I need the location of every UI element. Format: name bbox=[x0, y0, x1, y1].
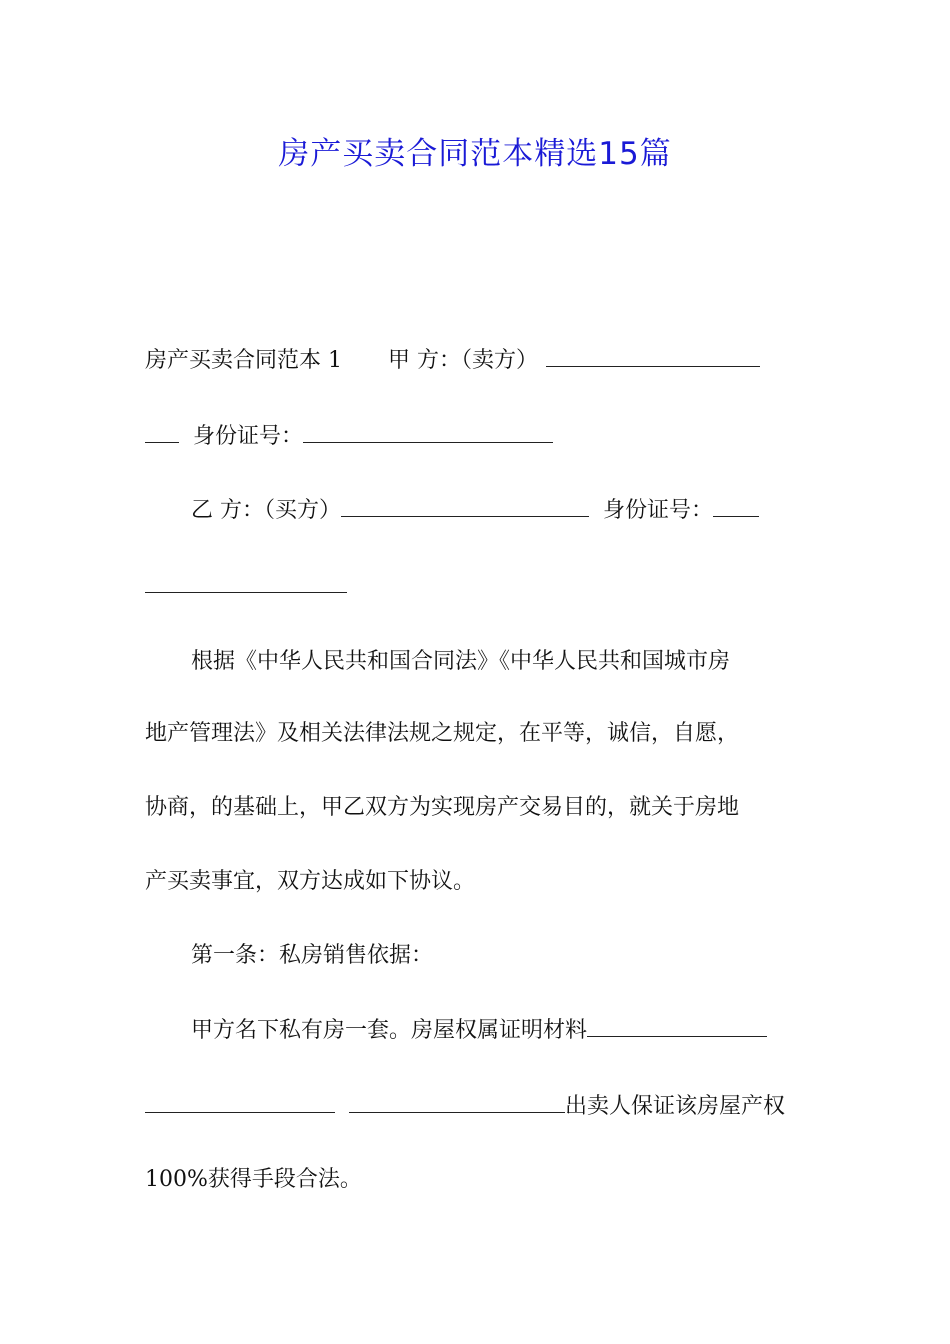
party-a-id-line bbox=[145, 420, 810, 452]
article-heading bbox=[145, 940, 810, 972]
party-b-name-blank[interactable] bbox=[341, 494, 589, 517]
article-1-title: 第一条：私房销售依据： bbox=[191, 943, 434, 968]
party-a-name-blank-cont[interactable] bbox=[145, 420, 179, 443]
paragraph-line bbox=[145, 792, 810, 824]
party-b-id-blank[interactable] bbox=[713, 494, 759, 517]
property-proof-blank[interactable] bbox=[587, 1014, 767, 1037]
paragraph-text: 协商，的基础上，甲乙双方为实现房产交易目的，就关于房地 bbox=[145, 795, 740, 820]
party-a-id-blank[interactable] bbox=[303, 420, 553, 443]
article-1-text: 出卖人保证该房屋产权 bbox=[565, 1094, 786, 1119]
party-a-id-label: 身份证号： bbox=[193, 424, 304, 449]
paragraph-text: 根据《中华人民共和国合同法》《中华人民共和国城市房 bbox=[191, 649, 731, 674]
property-proof-blank-2[interactable] bbox=[145, 1090, 335, 1113]
document-title: 房产买卖合同范本精选15篇 bbox=[278, 136, 672, 172]
article-line bbox=[145, 1090, 810, 1122]
party-b-id-label: 身份证号： bbox=[603, 498, 714, 523]
party-b-id-line bbox=[145, 570, 810, 602]
article-1-text: 100%获得手段合法。 bbox=[145, 1167, 362, 1192]
paragraph-line bbox=[145, 718, 810, 750]
paragraph-line bbox=[145, 866, 810, 898]
party-b-line bbox=[145, 494, 810, 526]
party-a-name-blank[interactable] bbox=[546, 344, 760, 367]
party-b-label: 乙 方：（买方） bbox=[191, 498, 341, 523]
property-proof-blank-3[interactable] bbox=[349, 1090, 565, 1113]
paragraph-line bbox=[145, 646, 810, 678]
party-a-label: 甲 方：（卖方） bbox=[388, 348, 538, 373]
article-line bbox=[145, 1014, 810, 1046]
paragraph-text: 地产管理法》及相关法律法规之规定，在平等，诚信，自愿， bbox=[145, 721, 740, 746]
article-line bbox=[145, 1164, 810, 1196]
party-a-line bbox=[145, 344, 810, 376]
paragraph-text: 产买卖事宜，双方达成如下协议。 bbox=[145, 869, 476, 894]
contract-intro: 房产买卖合同范本 1 bbox=[145, 348, 342, 373]
article-1-text: 甲方名下私有房一套。房屋权属证明材料 bbox=[191, 1018, 588, 1043]
party-b-id-blank-cont[interactable] bbox=[145, 570, 347, 593]
